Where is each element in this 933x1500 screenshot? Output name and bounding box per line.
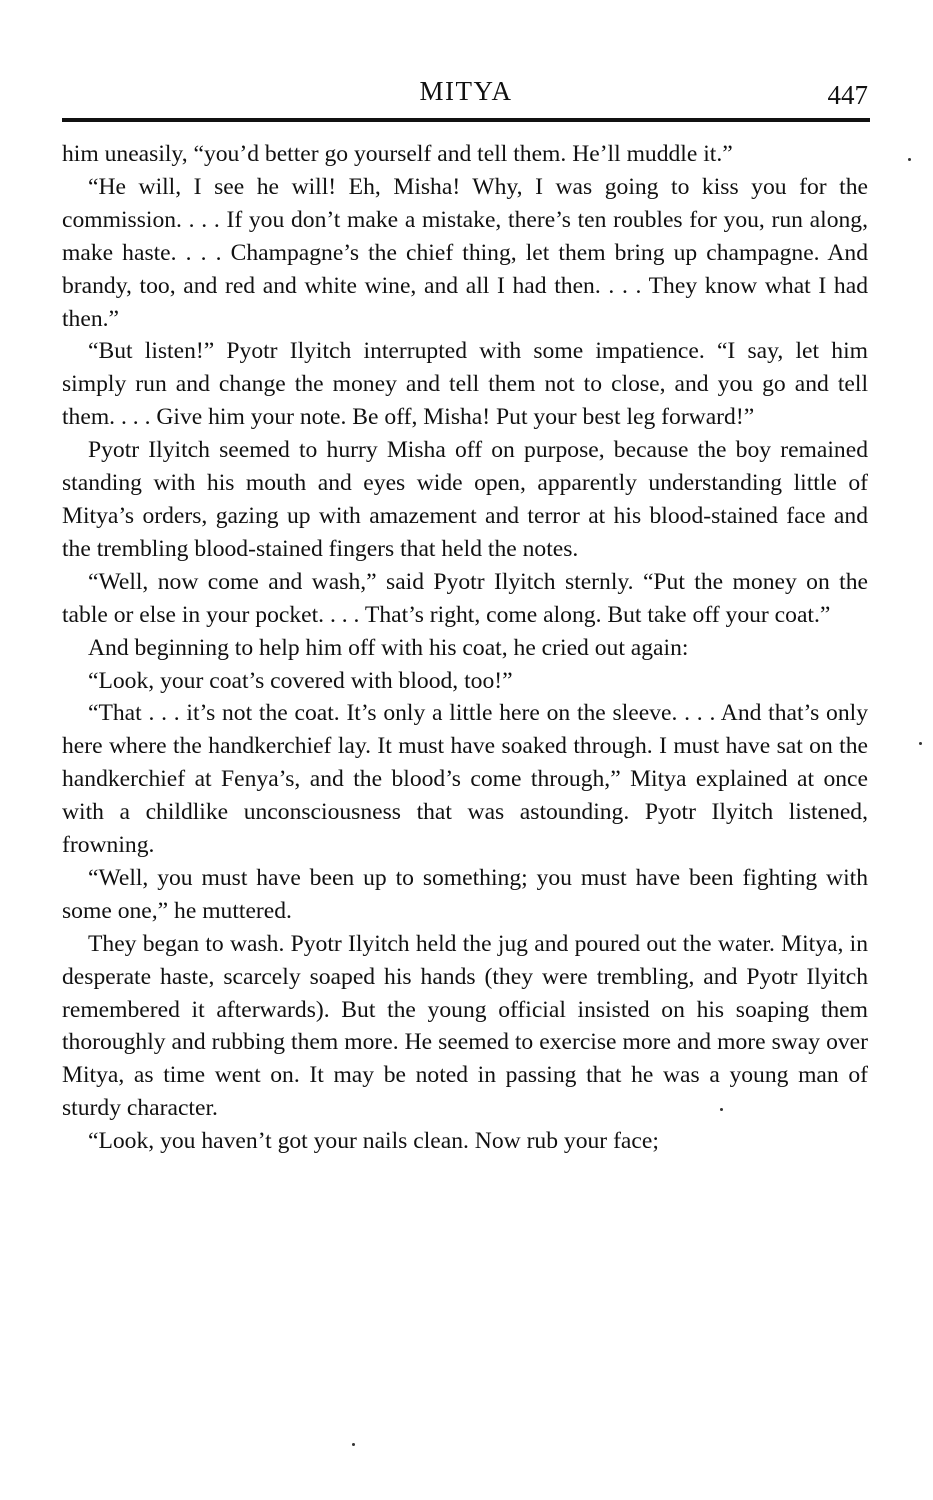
paragraph: “Look, your coat’s covered with blood, too!” bbox=[88, 667, 513, 694]
body-text bbox=[62, 138, 868, 1158]
paragraph: “He will, I see he will! Eh, Misha! Why, I was going to kiss you for the commission. . . . If you don’t make a mistake, there’s ten roubles for you, run along, make haste. . . . Champagne’s the chief thing, let them bring up champagne. And brandy, too, and red and white wine, and all I had then. . . . They know what I had then.” bbox=[62, 173, 868, 332]
scan-speck bbox=[720, 1108, 723, 1111]
scan-speck bbox=[352, 1443, 355, 1446]
paragraph: “Well, you must have been up to something; you must have been fighting with some one,” he muttered. bbox=[62, 864, 868, 924]
chapter-title: MITYA bbox=[419, 76, 513, 106]
running-head bbox=[62, 70, 870, 114]
scan-speck bbox=[919, 742, 922, 745]
paragraph: They began to wash. Pyotr Ilyitch held the jug and poured out the water. Mitya, in desperate haste, scarcely soaped his hands (they were trembling, and Pyotr Ilyitch remembered it afterwards). But the young official insisted on his soaping them thoroughly and rubbing them more. He seemed to exercise more and more sway over Mitya, as time went on. It may be noted in passing that he was a young man of sturdy character. bbox=[62, 930, 868, 1122]
scan-speck bbox=[908, 158, 911, 161]
paragraph: him uneasily, “you’d better go yourself and tell them. He’ll muddle it.” bbox=[62, 141, 733, 167]
paragraph: Pyotr Ilyitch seemed to hurry Misha off on purpose, because the boy remained standing with his mouth and eyes wide open, apparently understanding little of Mitya’s orders, gazing up with amazement and terror at his blood-stained face and the trembling blood-stained fingers that held the notes. bbox=[62, 437, 868, 562]
paragraph: “Well, now come and wash,” said Pyotr Ilyitch sternly. “Put the money on the table or else in your pocket. . . . That’s right, come along. But take off your coat.” bbox=[62, 568, 868, 628]
paragraph: And beginning to help him off with his coat, he cried out again: bbox=[88, 634, 689, 661]
page-number: 447 bbox=[827, 80, 868, 110]
paragraph: “Look, you haven’t got your nails clean. Now rub your face; bbox=[88, 1128, 659, 1155]
paragraph: “That . . . it’s not the coat. It’s only a little here on the sleeve. . . . And that’s only here where the handkerchief lay. It must have soaked through. I must have sat on the handkerchief at Fenya’s, and the blood’s come through,” Mitya explained at once with a childlike unconsciousness that was astounding. Pyotr Ilyitch listened, frowning. bbox=[62, 700, 868, 859]
paragraph: “But listen!” Pyotr Ilyitch interrupted with some impatience. “I say, let him simply run and change the money and tell them not to close, and you go and tell them. . . . Give him your note. Be off, Misha! Put your best leg forward!” bbox=[62, 338, 868, 431]
header-rule bbox=[62, 118, 870, 122]
